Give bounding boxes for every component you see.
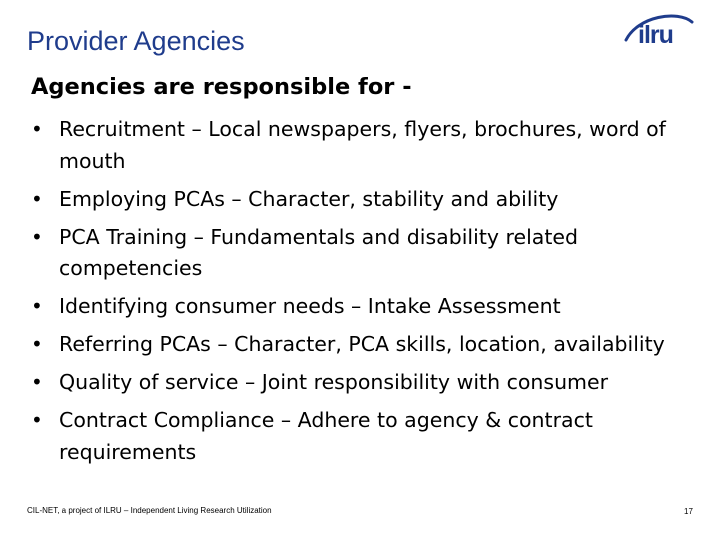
bullet-list: [29, 114, 719, 475]
bullet-text: Employing PCAs – Character, stability and ability: [59, 186, 559, 211]
bullet-text: Contract Compliance – Adhere to agency & contract requirements: [59, 408, 593, 464]
bullet-text: Identifying consumer needs – Intake Assessment: [59, 294, 561, 318]
page-number: 17: [684, 507, 693, 516]
bullet-dot: •: [31, 186, 43, 211]
bullet-item: [29, 222, 719, 285]
bullet-dot: •: [31, 370, 43, 394]
bullet-item: [29, 184, 719, 216]
bullet-item: [29, 329, 719, 361]
bullet-item: [29, 114, 719, 177]
bullet-dot: •: [31, 408, 43, 432]
slide-title: Provider Agencies: [27, 26, 245, 56]
bullet-text: Recruitment – Local newspapers, flyers, brochures, word of mouth: [59, 117, 666, 173]
bullet-dot: •: [31, 117, 43, 141]
bullet-text: Quality of service – Joint responsibility with consumer: [59, 370, 609, 394]
bullet-item: [29, 291, 719, 323]
bullet-text: Referring PCAs – Character, PCA skills, location, availability: [59, 332, 665, 356]
section-heading: Agencies are responsible for -: [31, 74, 412, 100]
logo-text: ilru: [638, 21, 673, 49]
bullet-dot: •: [31, 294, 43, 318]
bullet-text: PCA Training – Fundamentals and disability related competencies: [59, 224, 579, 280]
bullet-dot: •: [31, 332, 43, 356]
footer-text: CIL-NET, a project of ILRU – Independent Living Research Utilization: [27, 506, 272, 515]
bullet-item: [29, 367, 719, 399]
bullet-item: [29, 405, 719, 468]
bullet-dot: •: [31, 224, 43, 249]
ilru-logo: [618, 10, 696, 52]
